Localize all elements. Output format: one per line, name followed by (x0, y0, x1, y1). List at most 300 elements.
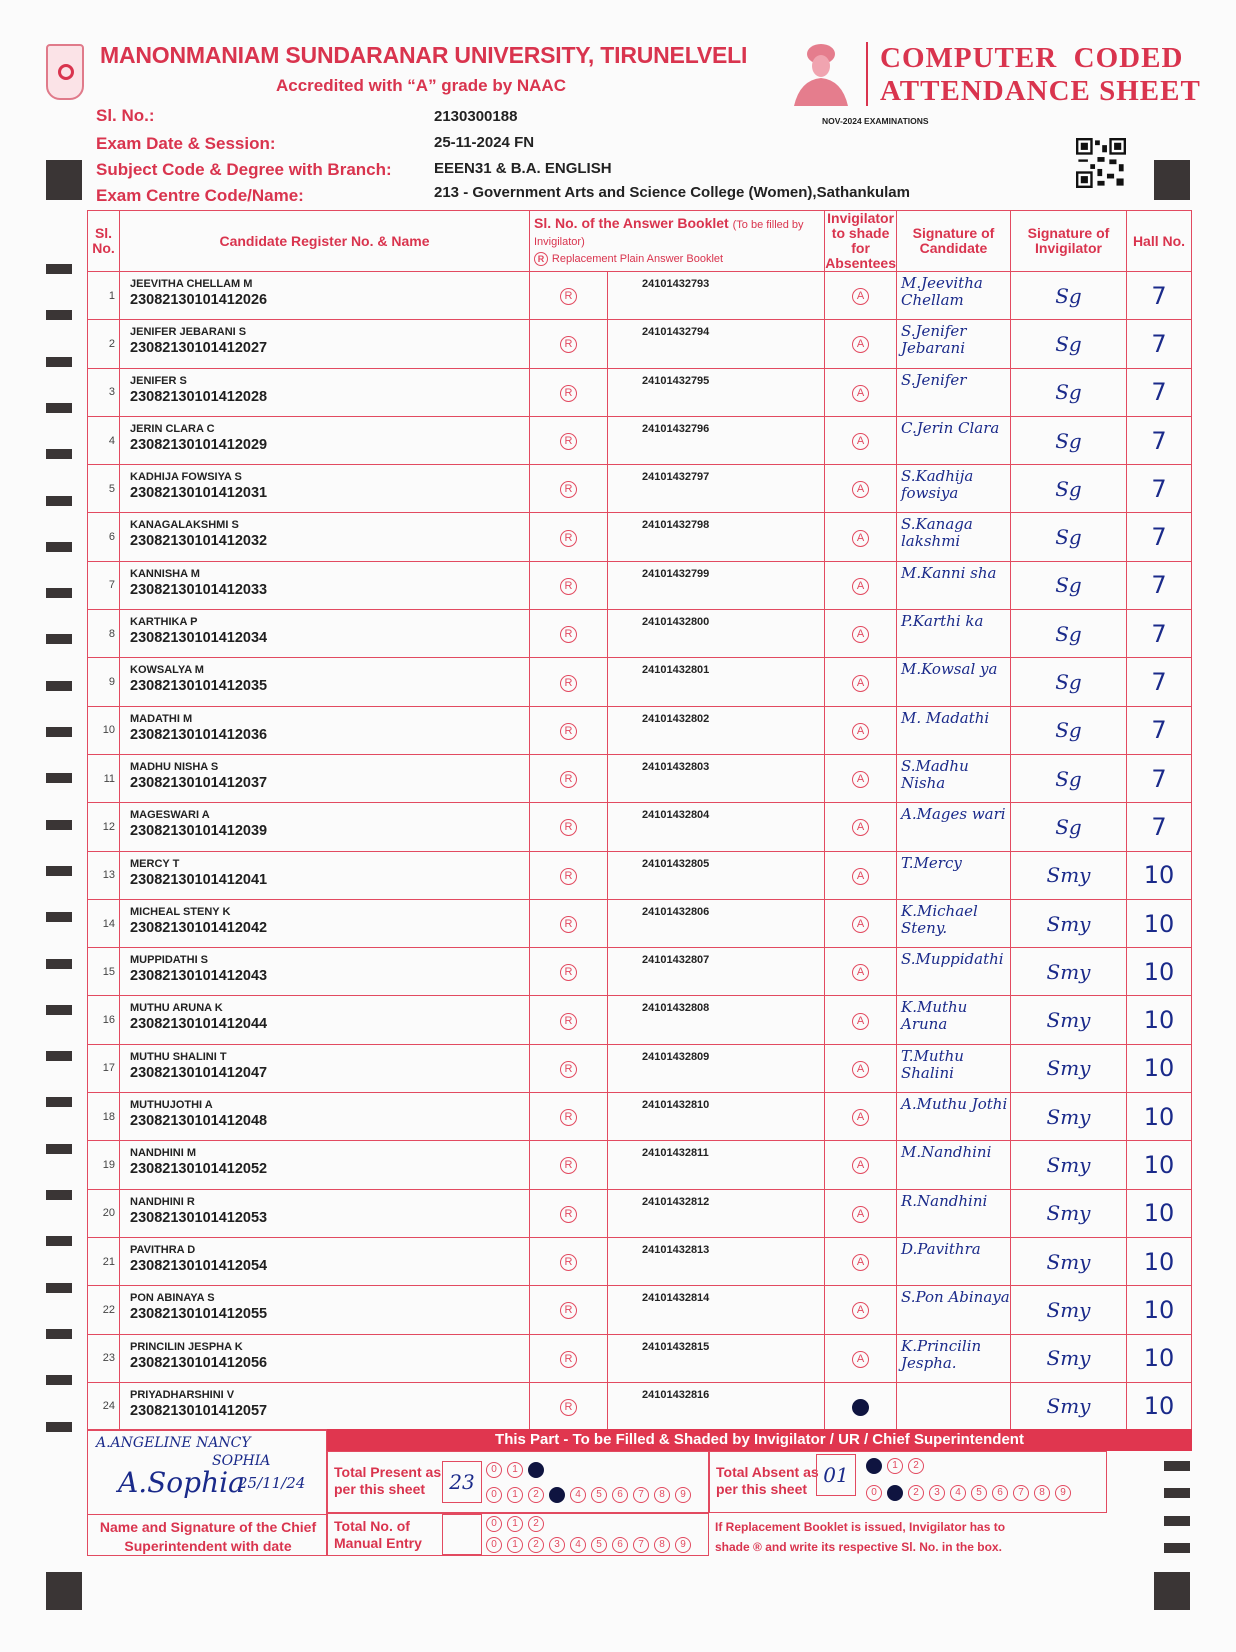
absent-bubble[interactable]: A (852, 385, 869, 402)
total-absent-block (709, 1451, 1107, 1513)
replacement-cell (530, 1093, 608, 1141)
candidate-signature (897, 1382, 1011, 1430)
candidate-signature: S.Kadhija fowsiya (897, 465, 1011, 513)
digit-bubble[interactable]: 5 (971, 1485, 987, 1501)
exam-date-value: 25-11-2024 FN (434, 134, 535, 151)
absent-cell (825, 416, 897, 464)
row-sl-no: 16 (88, 996, 120, 1044)
register-number: 23082130101412026 (130, 292, 268, 308)
timing-mark (46, 1144, 72, 1154)
candidate-cell (120, 465, 530, 513)
register-number: 23082130101412029 (130, 436, 268, 453)
timing-mark (46, 866, 72, 876)
booklet-number[interactable]: 24101432795 (608, 368, 825, 416)
digit-bubble[interactable]: 4 (570, 1487, 586, 1503)
register-number: 23082130101412033 (130, 581, 268, 598)
absent-bubble[interactable] (852, 1399, 869, 1416)
timing-mark (46, 310, 72, 320)
replacement-cell (530, 465, 608, 513)
header-divider (866, 42, 868, 106)
sheet-title (880, 42, 1201, 108)
digit-bubble[interactable]: 1 (507, 1487, 523, 1503)
absent-bubble[interactable]: A (852, 723, 869, 740)
invigilator-band: This Part - To be Filled & Shaded by Invigilator / UR / Chief Superintendent (327, 1429, 1192, 1451)
register-number: 23082130101412032 (130, 533, 268, 550)
candidate-cell (120, 513, 530, 561)
register-number: 23082130101412053 (130, 1209, 268, 1226)
candidate-name: MADATHI M (130, 712, 193, 725)
booklet-header-note: (To be filled by Invigilator) (534, 218, 804, 248)
invigilator-signature: Smy (1011, 1093, 1127, 1141)
candidate-cell (120, 610, 530, 658)
digit-bubble[interactable]: 2 (908, 1458, 924, 1474)
absent-bubble[interactable]: A (852, 916, 869, 933)
replacement-bubble[interactable]: R (560, 288, 577, 305)
replacement-cell (530, 1141, 608, 1189)
booklet-number[interactable]: 24101432798 (608, 513, 825, 561)
digit-bubble[interactable] (528, 1462, 544, 1478)
booklet-number[interactable]: 24101432810 (608, 1093, 825, 1141)
candidate-cell (120, 320, 530, 368)
absent-bubble[interactable]: A (852, 288, 869, 305)
digit-bubble[interactable]: 1 (507, 1516, 523, 1532)
register-number: 23082130101412035 (130, 678, 268, 695)
absent-bubble[interactable]: A (852, 1351, 869, 1368)
candidate-signature: M. Madathi (897, 706, 1011, 754)
candidate-cell (120, 1141, 530, 1189)
absent-bubble[interactable]: A (852, 1109, 869, 1126)
booklet-number[interactable]: 24101432794 (608, 320, 825, 368)
digit-bubble[interactable]: 0 (486, 1537, 502, 1553)
candidate-signature: S.Jenifer (897, 368, 1011, 416)
timing-mark (1154, 160, 1190, 200)
chief-name-line1: A.ANGELINE NANCY (96, 1435, 251, 1451)
replacement-cell (530, 706, 608, 754)
absent-cell (825, 1237, 897, 1285)
absent-cell (825, 996, 897, 1044)
absent-bubble[interactable]: A (852, 481, 869, 498)
row-sl-no: 8 (88, 610, 120, 658)
absent-bubble[interactable]: A (852, 868, 869, 885)
candidate-name: JEEVITHA CHELLAM M (130, 278, 253, 290)
digit-bubble[interactable]: 4 (950, 1485, 966, 1501)
digit-bubble[interactable]: 2 (528, 1516, 544, 1532)
table-row (88, 272, 1192, 320)
absent-bubble[interactable]: A (852, 1061, 869, 1078)
replacement-bubble[interactable]: R (560, 433, 577, 450)
booklet-number[interactable]: 24101432799 (608, 561, 825, 609)
invigilator-signature: Smy (1011, 899, 1127, 947)
absent-cell (825, 1286, 897, 1334)
digit-bubble[interactable]: 0 (486, 1516, 502, 1532)
absent-cell (825, 1093, 897, 1141)
university-name: MANONMANIAM SUNDARANAR UNIVERSITY, TIRUNELVELI (100, 42, 748, 68)
booklet-number[interactable]: 24101432806 (608, 899, 825, 947)
candidate-signature: S.Jenifer Jebarani (897, 320, 1011, 368)
sheet-title-line1: COMPUTER CODED (880, 42, 1184, 74)
replacement-bubble[interactable]: R (560, 530, 577, 547)
sl-no-value: 2130300188 (434, 108, 518, 125)
row-sl-no: 12 (88, 803, 120, 851)
replacement-bubble[interactable]: R (560, 723, 577, 740)
timing-mark (46, 727, 72, 737)
total-absent-label: Total Absent as per this sheet (716, 1464, 819, 1497)
replacement-bubble[interactable]: R (560, 1206, 577, 1223)
timing-mark (46, 1375, 72, 1385)
digit-bubble[interactable]: 1 (887, 1458, 903, 1474)
candidate-cell (120, 1382, 530, 1430)
digit-bubble[interactable]: 3 (549, 1537, 565, 1553)
booklet-number[interactable]: 24101432812 (608, 1189, 825, 1237)
register-number: 23082130101412042 (130, 919, 268, 936)
invigilator-signature: Sg (1011, 416, 1127, 464)
table-row (88, 948, 1192, 996)
hall-number: 7 (1127, 368, 1192, 416)
absent-cell (825, 465, 897, 513)
candidate-cell (120, 803, 530, 851)
total-present-label: Total Present as per this sheet (334, 1464, 442, 1497)
row-sl-no: 19 (88, 1141, 120, 1189)
total-present-value: 23 (442, 1461, 482, 1503)
candidate-signature: A.Mages wari (897, 803, 1011, 851)
row-sl-no: 4 (88, 416, 120, 464)
replacement-cell (530, 1286, 608, 1334)
replacement-note (715, 1517, 1005, 1557)
row-sl-no: 17 (88, 1044, 120, 1092)
invigilator-signature: Smy (1011, 996, 1127, 1044)
booklet-number[interactable]: 24101432808 (608, 996, 825, 1044)
digit-bubble[interactable] (887, 1485, 903, 1501)
absent-cell (825, 272, 897, 320)
candidate-name: NANDHINI M (130, 1147, 196, 1160)
absent-bubble[interactable]: A (852, 626, 869, 643)
col-signature-candidate: Signature of Candidate (897, 211, 1011, 272)
register-number: 23082130101412057 (130, 1402, 268, 1419)
chief-superintendent-box (87, 1429, 327, 1556)
candidate-name: MICHEAL STENY K (130, 905, 231, 918)
timing-mark (46, 449, 72, 459)
absent-bubble[interactable]: A (852, 1157, 869, 1174)
replacement-bubble[interactable]: R (560, 675, 577, 692)
absent-bubble[interactable]: A (852, 530, 869, 547)
digit-bubble[interactable]: 3 (929, 1485, 945, 1501)
candidate-cell (120, 899, 530, 947)
absent-cell (825, 610, 897, 658)
table-header-row (88, 211, 1192, 272)
timing-mark (46, 681, 72, 691)
table-row (88, 899, 1192, 947)
founder-portrait-icon (790, 40, 852, 106)
replacement-bubble[interactable]: R (560, 819, 577, 836)
invigilator-signature: Smy (1011, 1382, 1127, 1430)
total-present-units-bubbles (486, 1487, 691, 1503)
total-present-block (327, 1451, 709, 1513)
register-number: 23082130101412048 (130, 1113, 268, 1130)
register-number: 23082130101412044 (130, 1016, 268, 1033)
row-sl-no: 21 (88, 1237, 120, 1285)
candidate-cell (120, 1237, 530, 1285)
replacement-cell (530, 1382, 608, 1430)
absent-bubble[interactable]: A (852, 1013, 869, 1030)
replacement-cell (530, 754, 608, 802)
absent-bubble[interactable]: A (852, 578, 869, 595)
accreditation-text: Accredited with “A” grade by NAAC (276, 76, 566, 95)
digit-bubble[interactable]: 0 (866, 1485, 882, 1501)
absent-cell (825, 754, 897, 802)
replacement-bubble[interactable]: R (560, 626, 577, 643)
table-row (88, 706, 1192, 754)
replacement-bubble[interactable]: R (560, 1157, 577, 1174)
replacement-bubble[interactable]: R (560, 964, 577, 981)
candidate-signature: T.Muthu Shalini (897, 1044, 1011, 1092)
replacement-bubble[interactable]: R (560, 771, 577, 788)
replacement-cell (530, 561, 608, 609)
invigilator-signature: Smy (1011, 1237, 1127, 1285)
replacement-bubble[interactable]: R (560, 481, 577, 498)
candidate-name: KADHIJA FOWSIYA S (130, 471, 242, 484)
digit-bubble[interactable]: 9 (675, 1487, 691, 1503)
candidate-signature: M.Kowsal ya (897, 658, 1011, 706)
candidate-signature: S.Madhu Nisha (897, 754, 1011, 802)
register-number: 23082130101412039 (130, 823, 268, 840)
row-sl-no: 18 (88, 1093, 120, 1141)
hall-number: 7 (1127, 513, 1192, 561)
replacement-r-icon: R (534, 252, 548, 266)
booklet-number[interactable]: 24101432793 (608, 272, 825, 320)
replacement-bubble[interactable]: R (560, 1061, 577, 1078)
invigilator-signature: Smy (1011, 1334, 1127, 1382)
digit-bubble[interactable]: 8 (654, 1537, 670, 1553)
digit-bubble[interactable] (866, 1458, 882, 1474)
chief-name-handwritten (96, 1434, 270, 1470)
col-absentee-shade: Invigilator to shade for Absentees (825, 210, 896, 271)
hall-number: 10 (1127, 899, 1192, 947)
timing-mark (46, 264, 72, 274)
digit-bubble[interactable]: 6 (612, 1487, 628, 1503)
absent-cell (825, 1382, 897, 1430)
digit-bubble[interactable]: 2 (528, 1487, 544, 1503)
candidate-cell (120, 561, 530, 609)
table-row (88, 561, 1192, 609)
summary-section (87, 1429, 1192, 1556)
booklet-number[interactable]: 24101432816 (608, 1382, 825, 1430)
candidate-cell (120, 1093, 530, 1141)
absent-bubble[interactable]: A (852, 771, 869, 788)
row-sl-no: 10 (88, 706, 120, 754)
booklet-number[interactable]: 24101432813 (608, 1237, 825, 1285)
candidate-cell (120, 272, 530, 320)
invigilator-signature: Sg (1011, 465, 1127, 513)
chief-name-line2: SOPHIA (212, 1453, 271, 1469)
booklet-header-sub: Replacement Plain Answer Booklet (551, 252, 724, 265)
candidate-signature: M.Jeevitha Chellam (897, 272, 1011, 320)
candidate-name: MAGESWARI A (130, 809, 210, 822)
replacement-bubble[interactable]: R (560, 868, 577, 885)
invigilator-signature: Sg (1011, 368, 1127, 416)
candidate-signature: K.Michael Steny. (897, 899, 1011, 947)
digit-bubble[interactable]: 8 (1034, 1485, 1050, 1501)
subject-label: Subject Code & Degree with Branch: (96, 160, 392, 179)
col-sl-no: Sl. No. (88, 211, 120, 272)
candidate-signature: D.Pavithra (897, 1237, 1011, 1285)
digit-bubble[interactable]: 6 (612, 1537, 628, 1553)
candidate-name: MUTHUJOTHI A (130, 1099, 213, 1112)
candidate-name: KOWSALYA M (130, 664, 204, 677)
digit-bubble[interactable]: 7 (633, 1537, 649, 1553)
digit-bubble[interactable]: 9 (675, 1537, 691, 1553)
replacement-bubble[interactable]: R (560, 385, 577, 402)
row-sl-no: 9 (88, 658, 120, 706)
absent-cell (825, 1189, 897, 1237)
invigilator-signature: Sg (1011, 658, 1127, 706)
replacement-cell (530, 1044, 608, 1092)
invigilator-signature: Sg (1011, 513, 1127, 561)
hall-number: 7 (1127, 803, 1192, 851)
booklet-number[interactable]: 24101432801 (608, 658, 825, 706)
digit-bubble[interactable] (549, 1487, 565, 1503)
replacement-bubble[interactable]: R (560, 1351, 577, 1368)
col-booklet (530, 211, 825, 272)
register-number: 23082130101412031 (130, 485, 268, 502)
booklet-number[interactable]: 24101432805 (608, 851, 825, 899)
absent-bubble[interactable]: A (852, 1302, 869, 1319)
digit-bubble[interactable]: 2 (908, 1485, 924, 1501)
booklet-number[interactable]: 24101432809 (608, 1044, 825, 1092)
candidate-signature: K.Muthu Aruna (897, 996, 1011, 1044)
hall-number: 7 (1127, 465, 1192, 513)
candidate-signature: M.Nandhini (897, 1141, 1011, 1189)
timing-mark (46, 773, 72, 783)
digit-bubble[interactable]: 5 (591, 1487, 607, 1503)
register-number: 23082130101412052 (130, 1161, 268, 1178)
booklet-number[interactable]: 24101432796 (608, 416, 825, 464)
booklet-number[interactable]: 24101432814 (608, 1286, 825, 1334)
digit-bubble[interactable]: 2 (528, 1537, 544, 1553)
timing-mark (46, 912, 72, 922)
sheet-title-line2: ATTENDANCE SHEET (880, 75, 1201, 107)
absent-cell (825, 803, 897, 851)
absent-bubble[interactable]: A (852, 964, 869, 981)
digit-bubble[interactable]: 4 (570, 1537, 586, 1553)
hall-number: 7 (1127, 272, 1192, 320)
digit-bubble[interactable]: 7 (633, 1487, 649, 1503)
hall-number: 7 (1127, 610, 1192, 658)
candidate-signature: T.Mercy (897, 851, 1011, 899)
digit-bubble[interactable]: 6 (992, 1485, 1008, 1501)
digit-bubble[interactable]: 5 (591, 1537, 607, 1553)
replacement-bubble[interactable]: R (560, 336, 577, 353)
digit-bubble[interactable]: 9 (1055, 1485, 1071, 1501)
replacement-bubble[interactable]: R (560, 1254, 577, 1271)
absent-cell (825, 1044, 897, 1092)
absent-cell (825, 368, 897, 416)
table-row (88, 803, 1192, 851)
university-logo (46, 44, 84, 100)
absent-cell (825, 1334, 897, 1382)
hall-number: 10 (1127, 1141, 1192, 1189)
absent-bubble[interactable]: A (852, 433, 869, 450)
digit-bubble[interactable]: 1 (507, 1537, 523, 1553)
timing-mark (46, 959, 72, 969)
absent-bubble[interactable]: A (852, 1254, 869, 1271)
table-row (88, 320, 1192, 368)
replacement-bubble[interactable]: R (560, 1109, 577, 1126)
booklet-number[interactable]: 24101432802 (608, 706, 825, 754)
booklet-number[interactable]: 24101432800 (608, 610, 825, 658)
table-row (88, 368, 1192, 416)
booklet-header-text: Sl. No. of the Answer Booklet (534, 214, 729, 231)
candidate-name: JENIFER JEBARANI S (130, 326, 247, 339)
booklet-number[interactable]: 24101432815 (608, 1334, 825, 1382)
candidate-cell (120, 1189, 530, 1237)
qr-code-icon (1075, 138, 1127, 188)
digit-bubble[interactable]: 8 (654, 1487, 670, 1503)
invigilator-signature: Smy (1011, 1044, 1127, 1092)
digit-bubble[interactable]: 0 (486, 1487, 502, 1503)
candidate-name: MUTHU SHALINI T (130, 1050, 227, 1063)
booklet-number[interactable]: 24101432807 (608, 948, 825, 996)
candidate-signature: S.Pon Abinaya (897, 1286, 1011, 1334)
booklet-number[interactable]: 24101432803 (608, 754, 825, 802)
replacement-cell (530, 1334, 608, 1382)
hall-number: 10 (1127, 1189, 1192, 1237)
candidate-name: JERIN CLARA C (130, 422, 215, 435)
table-row (88, 658, 1192, 706)
booklet-number[interactable]: 24101432797 (608, 465, 825, 513)
hall-number: 7 (1127, 658, 1192, 706)
absent-cell (825, 658, 897, 706)
replacement-cell (530, 272, 608, 320)
replacement-bubble[interactable]: R (560, 578, 577, 595)
hall-number: 10 (1127, 851, 1192, 899)
register-number: 23082130101412043 (130, 968, 268, 985)
exam-session-label: NOV-2024 EXAMINATIONS (822, 116, 929, 126)
candidate-cell (120, 706, 530, 754)
replacement-note-line1: If Replacement Booklet is issued, Invigilator has to (715, 1520, 1006, 1534)
row-sl-no: 20 (88, 1189, 120, 1237)
replacement-bubble[interactable]: R (560, 1013, 577, 1030)
absent-bubble[interactable]: A (852, 1206, 869, 1223)
absent-cell (825, 948, 897, 996)
timing-mark (46, 1329, 72, 1339)
invigilator-signature: Sg (1011, 320, 1127, 368)
absent-bubble[interactable]: A (852, 675, 869, 692)
candidate-name: MERCY T (130, 857, 180, 870)
hall-number: 7 (1127, 320, 1192, 368)
digit-bubble[interactable]: 7 (1013, 1485, 1029, 1501)
replacement-bubble[interactable]: R (560, 1302, 577, 1319)
booklet-number[interactable]: 24101432804 (608, 803, 825, 851)
manual-entry-value[interactable] (442, 1514, 482, 1555)
candidate-signature: A.Muthu Jothi (897, 1093, 1011, 1141)
digit-bubble[interactable]: 1 (507, 1462, 523, 1478)
candidate-name: PRINCILIN JESPHA K (130, 1340, 243, 1353)
booklet-number[interactable]: 24101432811 (608, 1141, 825, 1189)
absent-bubble[interactable]: A (852, 819, 869, 836)
row-sl-no: 11 (88, 754, 120, 802)
absent-bubble[interactable]: A (852, 336, 869, 353)
absent-cell (825, 513, 897, 561)
replacement-cell (530, 1237, 608, 1285)
digit-bubble[interactable]: 0 (486, 1462, 502, 1478)
candidate-name: PRIYADHARSHINI V (130, 1388, 235, 1401)
replacement-bubble[interactable]: R (560, 916, 577, 933)
timing-mark (46, 1190, 72, 1200)
candidate-signature: S.Muppidathi (897, 948, 1011, 996)
replacement-cell (530, 610, 608, 658)
timing-mark (46, 357, 72, 367)
replacement-bubble[interactable]: R (560, 1399, 577, 1416)
